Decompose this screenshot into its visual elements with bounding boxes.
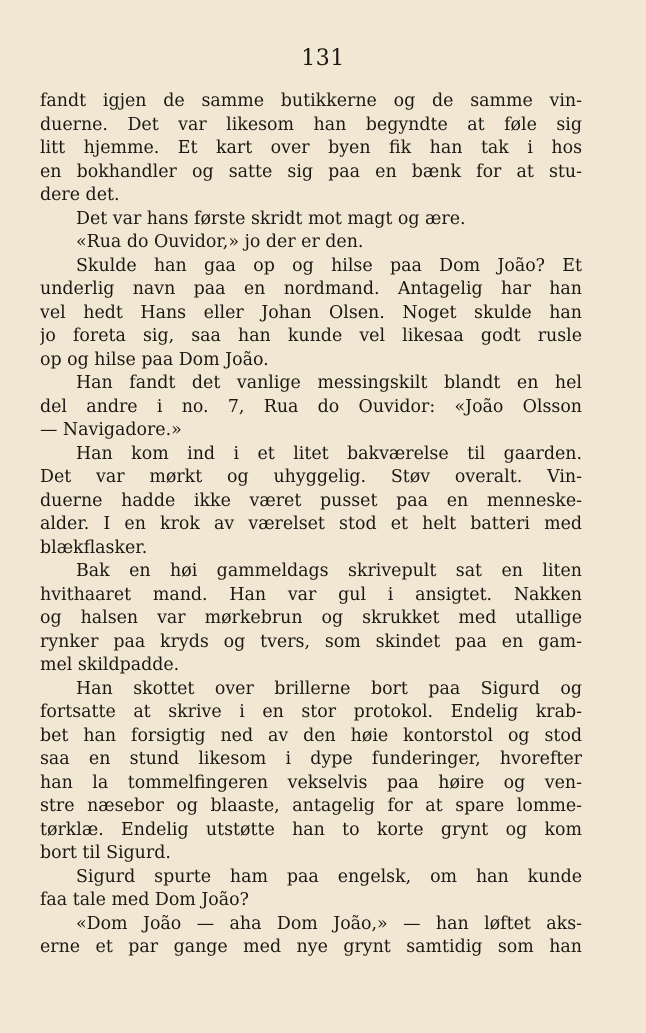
text-line: erne et par gange med nye grynt samtidig som han bbox=[40, 937, 582, 957]
text-line: duerne hadde ikke været pusset paa en menneske- bbox=[40, 490, 582, 511]
text-line: stre næsebor og blaaste, antagelig for at spare lomme- bbox=[40, 796, 582, 816]
text-line: Bak en høi gammeldags skrivepult sat en liten bbox=[76, 561, 582, 581]
text-line: «Dom João — aha Dom João,» — han løftet aks- bbox=[76, 913, 582, 934]
text-line: saa en stund likesom i dype funderinger, hvorefter bbox=[40, 749, 582, 769]
text-line: han la tommelfingeren vekselvis paa høire og ven- bbox=[40, 772, 582, 793]
text-line: jo foreta sig, saa han kunde vel likesaa godt rusle bbox=[40, 326, 582, 346]
text-line: Han skottet over brillerne bort paa Sigurd og bbox=[76, 678, 582, 699]
text-line: rynker paa kryds og tvers, som skindet paa en gam- bbox=[40, 631, 582, 652]
text-line: mel skildpadde. bbox=[40, 655, 180, 675]
page-number: 131 bbox=[301, 46, 345, 71]
text-line: bet han forsigtig ned av den høie kontorstol og stod bbox=[40, 725, 582, 746]
text-line: og halsen var mørkebrun og skrukket med utallige bbox=[40, 608, 582, 628]
text-line: blækflasker. bbox=[40, 537, 148, 558]
text-line: Sigurd spurte ham paa engelsk, om han kunde bbox=[76, 866, 582, 887]
text-line: vel hedt Hans eller Johan Olsen. Noget skulde han bbox=[40, 302, 582, 323]
text-line: Det var hans første skridt mot magt og ære. bbox=[76, 208, 466, 229]
text-line: duerne. Det var likesom han begyndte at føle sig bbox=[40, 114, 582, 135]
text-line: Han kom ind i et litet bakværelse til gaarden. bbox=[76, 443, 582, 464]
body-text bbox=[40, 90, 582, 960]
text-line: bort til Sigurd. bbox=[40, 843, 171, 863]
text-line: hvithaaret mand. Han var gul i ansigtet. Nakken bbox=[40, 584, 582, 605]
text-line: alder. I en krok av værelset stod et helt batteri med bbox=[40, 514, 582, 534]
text-line: op og hilse paa Dom João. bbox=[40, 349, 269, 370]
text-line: underlig navn paa en nordmand. Antagelig har han bbox=[40, 279, 582, 299]
text-line: tørklæ. Endelig utstøtte han to korte grynt og kom bbox=[40, 819, 582, 840]
text-line: dere det. bbox=[40, 185, 120, 205]
text-line: «Rua do Ouvidor,» jo der er den. bbox=[76, 232, 364, 252]
text-line: fortsatte at skrive i en stor protokol. Endelig krab- bbox=[40, 702, 582, 722]
text-line: en bokhandler og satte sig paa en bænk for at stu- bbox=[40, 161, 582, 182]
text-line: litt hjemme. Et kart over byen fik han tak i hos bbox=[40, 138, 582, 158]
text-line: del andre i no. 7, Rua do Ouvidor: «João Olsson bbox=[40, 396, 582, 417]
text-line: fandt igjen de samme butikkerne og de samme vin- bbox=[40, 91, 582, 111]
text-line: Han fandt det vanlige messingskilt blandt en hel bbox=[76, 373, 582, 393]
text-line: Skulde han gaa op og hilse paa Dom João? Et bbox=[76, 255, 582, 276]
text-line: faa tale med Dom João? bbox=[40, 890, 249, 910]
text-line: — Navigadore.» bbox=[40, 420, 182, 440]
text-line: Det var mørkt og uhyggelig. Støv overalt. Vin- bbox=[40, 467, 582, 487]
